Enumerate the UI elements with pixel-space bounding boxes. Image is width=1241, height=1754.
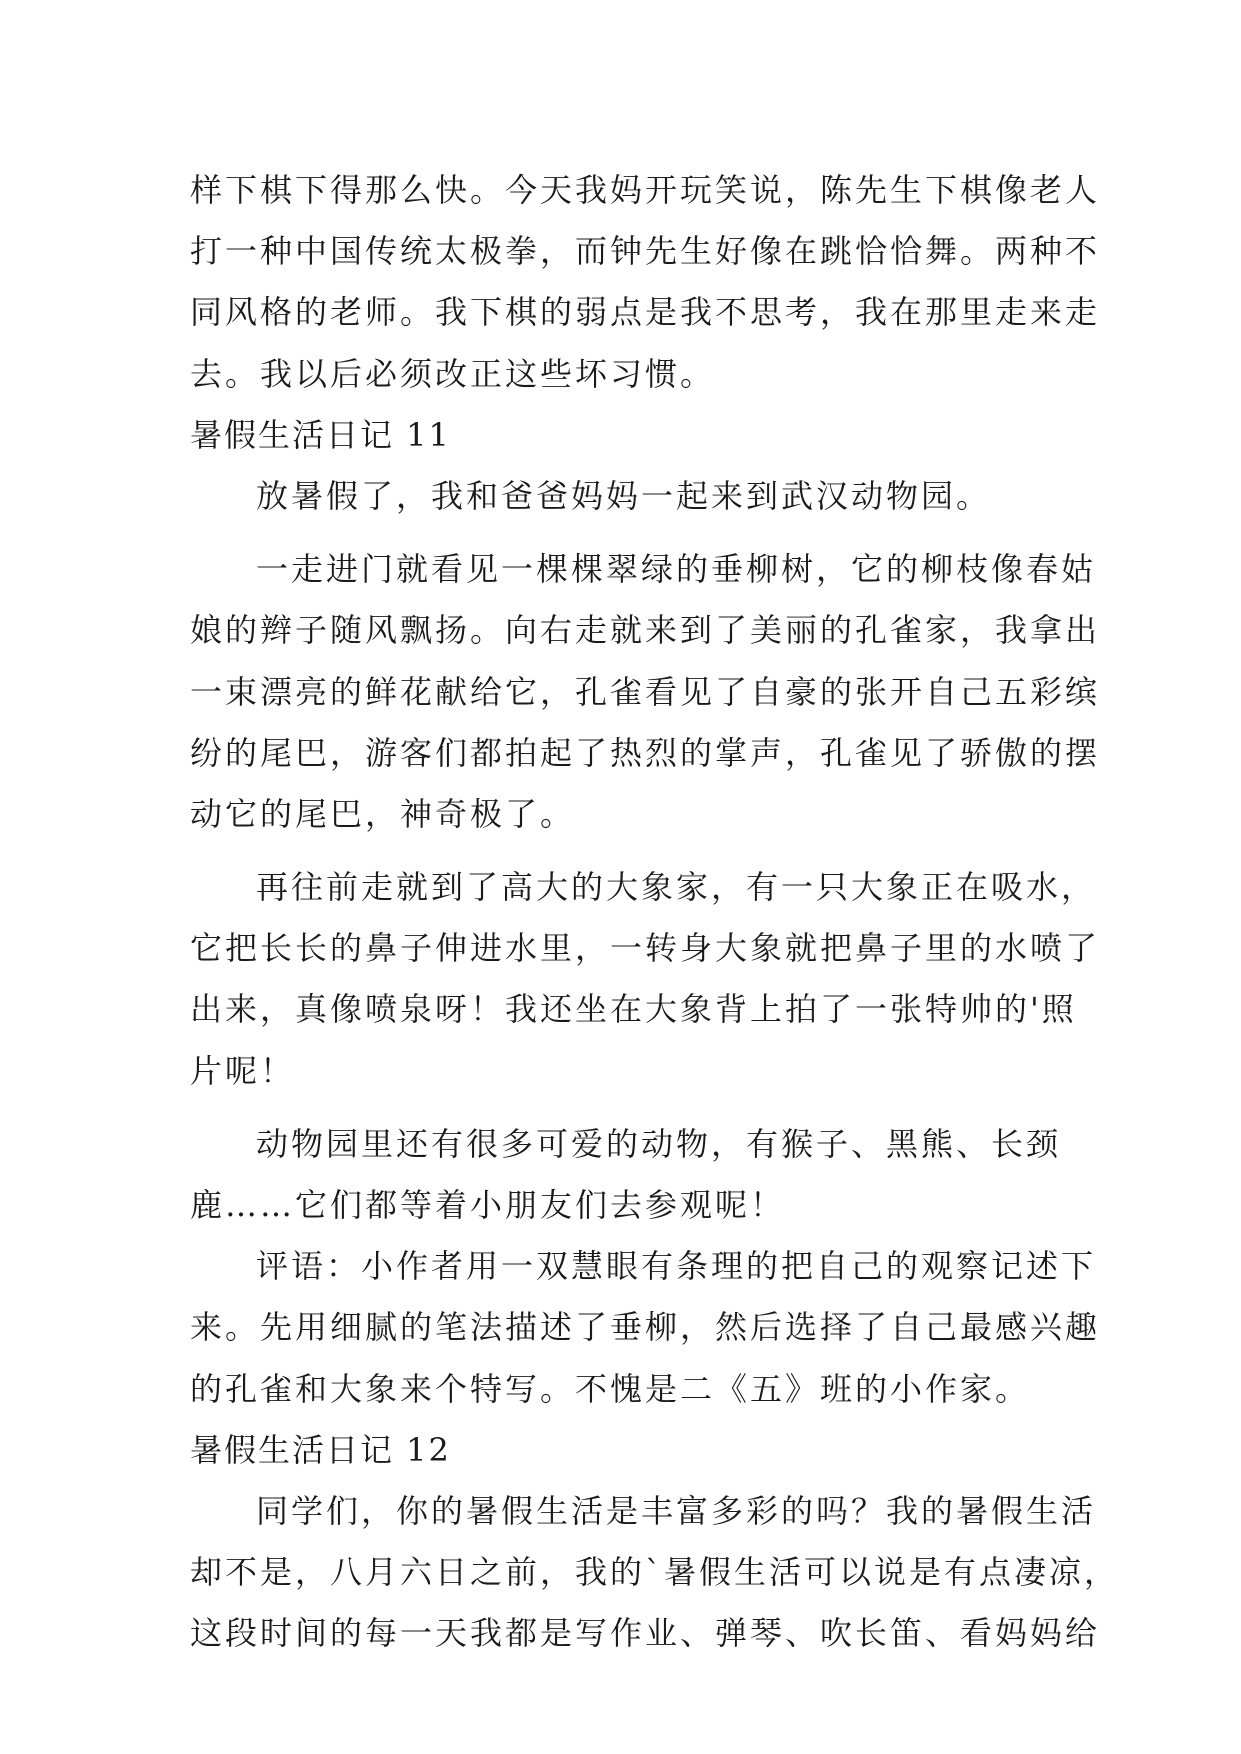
paragraph-peacock — [190, 539, 1101, 845]
paragraph-gap — [190, 527, 1050, 539]
text-line: 动它的尾巴，神奇极了。 — [190, 794, 576, 833]
text-line: 鹿……它们都等着小朋友们去参观呢！ — [190, 1186, 786, 1224]
paragraph-comment — [190, 1236, 1101, 1420]
text-line: 一走进门就看见一棵棵翠绿的垂柳树，它的柳枝像春姑 — [256, 550, 1097, 589]
text-line: 动物园里还有很多可爱的动物，有猴子、黑熊、长颈 — [256, 1124, 1062, 1163]
text-line: 这段时间的每一天我都是写作业、弹琴、吹长笛、看妈妈给 — [190, 1614, 1101, 1653]
text-line: 放暑假了，我和爸爸妈妈一起来到武汉动物园。 — [256, 476, 992, 515]
text-line: 来。先用细腻的笔法描述了垂柳，然后选择了自己最感兴趣 — [190, 1308, 1101, 1347]
text-line: 一束漂亮的鲜花献给它，孔雀看见了自豪的张开自己五彩缤 — [190, 672, 1101, 711]
text-line: 出来，真像喷泉呀！我还坐在大象背上拍了一张特帅的'照 — [190, 990, 1077, 1029]
paragraph-zoo-intro — [190, 466, 1050, 527]
paragraph-gap — [190, 845, 1050, 857]
text-line: 娘的辫子随风飘扬。向右走就来到了美丽的孔雀家，我拿出 — [190, 611, 1101, 650]
text-line: 再往前走就到了高大的大象家，有一只大象正在吸水， — [256, 868, 1097, 907]
text-line: 去。我以后必须改正这些坏习惯。 — [190, 354, 716, 393]
text-line: 的孔雀和大象来个特写。不愧是二《五》班的小作家。 — [190, 1369, 1031, 1408]
paragraph-summer-life — [190, 1481, 1120, 1665]
text-line: 纷的尾巴，游客们都拍起了热烈的掌声，孔雀见了骄傲的摆 — [190, 733, 1101, 772]
text-line: 样下棋下得那么快。今天我妈开玩笑说，陈先生下棋像老人 — [190, 171, 1101, 209]
diary-heading-12: 暑假生活日记 12 — [190, 1430, 451, 1469]
text-line: 它把长长的鼻子伸进水里，一转身大象就把鼻子里的水喷了 — [190, 929, 1101, 968]
text-line: 打一种中国传统太极拳，而钟先生好像在跳恰恰舞。两种不 — [190, 232, 1101, 271]
text-line: 片呢！ — [190, 1051, 296, 1090]
text-line: 同风格的老师。我下棋的弱点是我不思考，我在那里走来走 — [190, 293, 1101, 332]
text-line: 评语：小作者用一双慧眼有条理的把自己的观察记述下 — [256, 1247, 1097, 1286]
text-line: 却不是，八月六日之前，我的`暑假生活可以说是有点凄凉， — [190, 1553, 1120, 1592]
paragraph-elephant — [190, 857, 1101, 1102]
paragraph-continuation — [190, 160, 1101, 405]
document-body — [190, 160, 1120, 1665]
paragraph-other-animals — [190, 1114, 1062, 1236]
diary-heading-11: 暑假生活日记 11 — [190, 415, 451, 454]
paragraph-gap — [190, 1102, 1050, 1114]
text-line: 同学们，你的暑假生活是丰富多彩的吗？我的暑假生活 — [256, 1491, 1097, 1530]
